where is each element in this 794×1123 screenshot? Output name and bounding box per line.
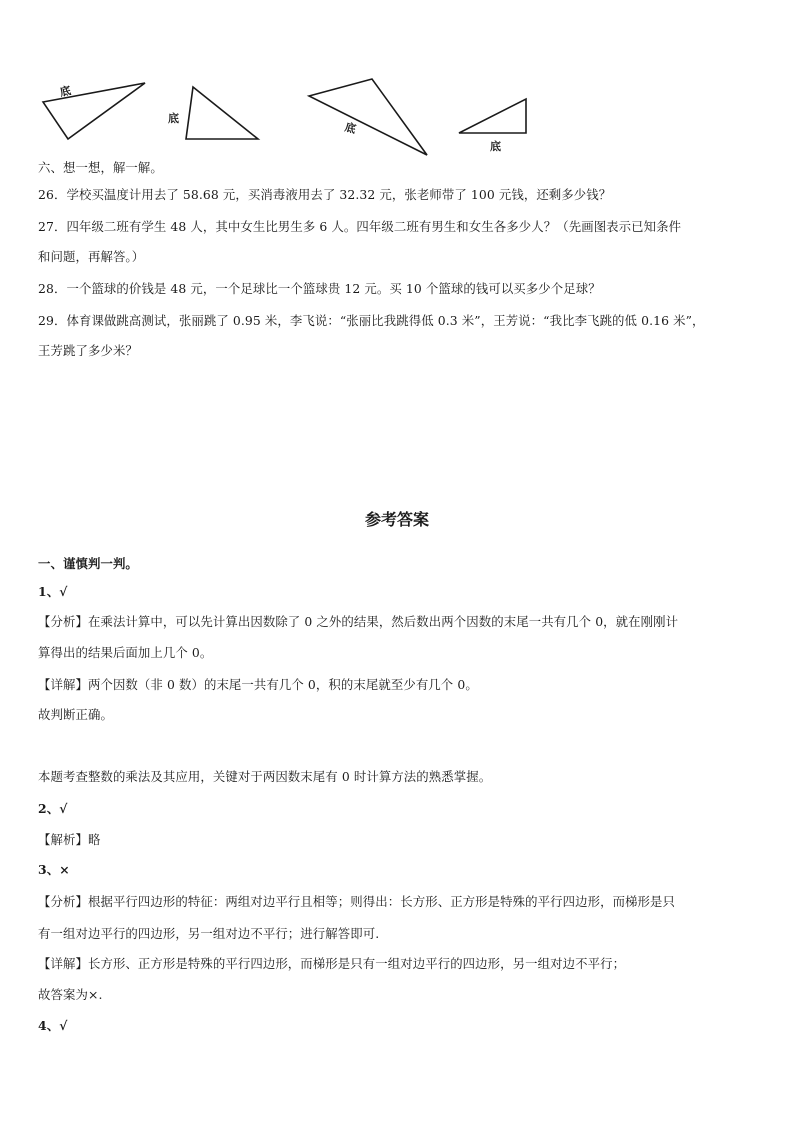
- answer-1-conclusion: 故判断正确。: [38, 707, 113, 722]
- triangle-1: [43, 83, 145, 139]
- triangle-4-base-label: 底: [490, 140, 501, 153]
- question-27-line-2: 和问题，再解答。）: [38, 249, 145, 264]
- triangles-figure: [0, 0, 794, 165]
- triangle-3: [309, 79, 427, 155]
- answer-4: 4、√: [38, 1018, 68, 1033]
- triangle-2: [186, 87, 258, 139]
- question-28: 28．一个篮球的价钱是 48 元，一个足球比一个篮球贵 12 元。买 10 个篮球的钱可以买多少个足球？: [38, 281, 601, 296]
- answer-3-conclusion: 故答案为×.: [38, 987, 103, 1002]
- triangle-4: [459, 99, 526, 133]
- answer-3-detail: 【详解】长方形、正方形是特殊的平行四边形，而梯形是只有一组对边平行的四边形，另一组对边不平行；: [38, 956, 626, 971]
- answers-title: 参考答案: [364, 510, 429, 529]
- triangle-1-base-label: 底: [58, 84, 73, 100]
- answer-1: 1、√: [38, 584, 68, 599]
- answer-1-analysis-line-2: 算得出的结果后面加上几个 0。: [38, 645, 213, 660]
- answer-2: 2、√: [38, 801, 68, 816]
- answer-1-note: 本题考查整数的乘法及其应用，关键对于两因数末尾有 0 时计算方法的熟悉掌握。: [38, 769, 492, 784]
- question-27-line-1: 27．四年级二班有学生 48 人，其中女生比男生多 6 人。四年级二班有男生和女生各多少人？（先画图表示已知条件: [38, 219, 682, 234]
- answer-3-analysis-line-2: 有一组对边平行的四边形，另一组对边不平行；进行解答即可.: [38, 926, 380, 941]
- section-6-heading: 六、想一想，解一解。: [38, 160, 163, 175]
- answer-2-analysis: 【解析】略: [38, 832, 101, 847]
- answer-1-detail: 【详解】两个因数（非 0 数）的末尾一共有几个 0，积的末尾就至少有几个 0。: [38, 677, 478, 692]
- question-29-line-2: 王芳跳了多少米？: [38, 343, 138, 358]
- answer-3-analysis-line-1: 【分析】根据平行四边形的特征：两组对边平行且相等；则得出：长方形、正方形是特殊的平行四边形，而梯形是只: [38, 894, 676, 909]
- question-29-line-1: 29．体育课做跳高测试，张丽跳了 0.95 米，李飞说：“张丽比我跳得低 0.3 米”，王芳说：“我比李飞跳的低 0.16 米”，: [38, 313, 705, 328]
- question-26: 26．学校买温度计用去了 58.68 元，买消毒液用去了 32.32 元，张老师带了 100 元钱，还剩多少钱？: [38, 187, 612, 202]
- answer-3: 3、×: [38, 862, 70, 877]
- answers-section-1-heading: 一、谨慎判一判。: [38, 556, 138, 571]
- triangle-2-base-label: 底: [168, 112, 179, 125]
- answer-1-analysis-line-1: 【分析】在乘法计算中，可以先计算出因数除了 0 之外的结果，然后数出两个因数的末尾一共有几个 0，就在刚刚计: [38, 614, 679, 629]
- triangle-3-base-label: 底: [343, 120, 358, 137]
